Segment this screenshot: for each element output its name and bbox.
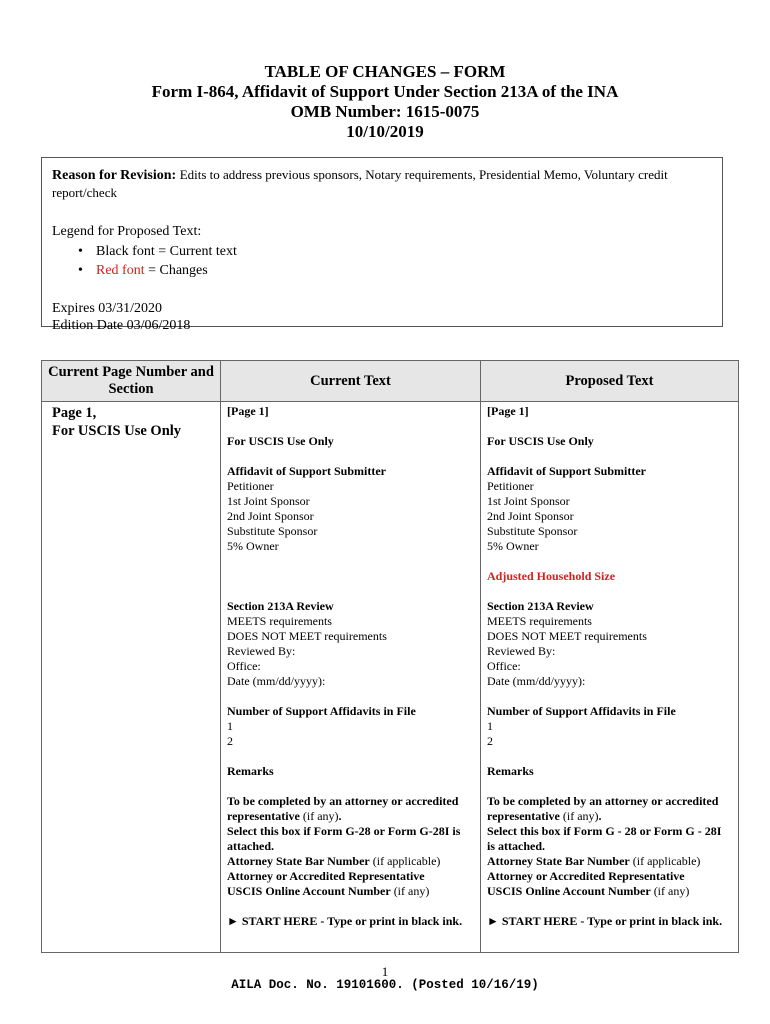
current-start-here: ► START HERE - Type or print in black ink. xyxy=(227,914,463,928)
current-review xyxy=(227,599,474,689)
current-affidavits xyxy=(227,704,474,749)
proposed-household-size: Adjusted Household Size xyxy=(487,569,616,583)
header-current-text: Current Text xyxy=(221,361,481,402)
reason-line xyxy=(52,166,712,202)
list-item: 1st Joint Sponsor xyxy=(487,494,570,508)
proposed-affidavits xyxy=(487,704,732,749)
list-item: 1st Joint Sponsor xyxy=(227,494,310,508)
attorney-line: To be completed by an attorney or accredited representative xyxy=(227,794,459,823)
list-item: DOES NOT MEET requirements xyxy=(487,629,647,643)
reason-box xyxy=(41,157,723,333)
legend-red-word: Red font xyxy=(96,263,145,278)
current-text-cell xyxy=(221,402,481,953)
attorney-line: Attorney or Accredited Representative xyxy=(487,869,685,883)
list-item: 5% Owner xyxy=(487,539,539,553)
list-item: MEETS requirements xyxy=(487,614,592,628)
list-item: 2 xyxy=(487,734,493,748)
title-line-2: Form I-864, Affidavit of Support Under Section 213A of the INA xyxy=(151,82,619,101)
attorney-note: (if any) xyxy=(390,884,430,898)
legend-title: Legend for Proposed Text: xyxy=(52,224,202,239)
attorney-line: USCIS Online Account Number xyxy=(487,884,651,898)
legend-list xyxy=(52,242,712,280)
attorney-note: (if any) xyxy=(559,809,599,823)
list-item: DOES NOT MEET requirements xyxy=(227,629,387,643)
current-affidavits-head: Number of Support Affidavits in File xyxy=(227,704,416,718)
reason-label: Reason for Revision: xyxy=(52,168,177,183)
attorney-line: Select this box if Form G-28 or Form G-28I is attached. xyxy=(227,824,461,853)
list-item: Petitioner xyxy=(487,479,534,493)
legend-red-rest: = Changes xyxy=(144,263,208,278)
list-item: Reviewed By: xyxy=(227,644,296,658)
attorney-note: (if applicable) xyxy=(629,854,701,868)
title-line-3: OMB Number: 1615-0075 xyxy=(290,102,480,121)
current-household-gap xyxy=(227,569,474,584)
header-page-section: Current Page Number and Section xyxy=(42,361,221,402)
changes-table xyxy=(41,360,739,953)
attorney-line: USCIS Online Account Number xyxy=(227,884,391,898)
list-item: Substitute Sponsor xyxy=(227,524,318,538)
current-review-head: Section 213A Review xyxy=(227,599,334,613)
title-line-1: TABLE OF CHANGES – FORM xyxy=(264,62,506,81)
list-item: Date (mm/dd/yyyy): xyxy=(227,674,326,688)
proposed-submitter xyxy=(487,464,732,554)
list-item: 5% Owner xyxy=(227,539,279,553)
attorney-line: Select this box if Form G - 28 or Form G - 28I is attached. xyxy=(487,824,722,853)
current-uscis: For USCIS Use Only xyxy=(227,434,334,448)
list-item: MEETS requirements xyxy=(227,614,332,628)
section-cell xyxy=(42,402,221,953)
proposed-attorney xyxy=(487,794,732,899)
current-remarks: Remarks xyxy=(227,764,274,778)
list-item: Office: xyxy=(227,659,261,673)
list-item: Office: xyxy=(487,659,521,673)
attorney-line: Attorney State Bar Number xyxy=(227,854,370,868)
list-item: Substitute Sponsor xyxy=(487,524,578,538)
attorney-note: (if any) xyxy=(650,884,690,898)
expires-date: Expires 03/31/2020 xyxy=(52,301,163,316)
reason-text: Edits to address previous sponsors, Notary requirements, Presidential Memo, Voluntary credit report/check xyxy=(52,167,668,200)
proposed-affidavits-head: Number of Support Affidavits in File xyxy=(487,704,676,718)
current-page-ref: [Page 1] xyxy=(227,404,269,418)
proposed-submitter-head: Affidavit of Support Submitter xyxy=(487,464,647,478)
attorney-period: . xyxy=(598,809,602,823)
current-submitter-head: Affidavit of Support Submitter xyxy=(227,464,387,478)
list-item: 2 xyxy=(227,734,233,748)
list-item: 1 xyxy=(487,719,493,733)
proposed-review xyxy=(487,599,732,689)
proposed-page-ref: [Page 1] xyxy=(487,404,529,418)
list-item: 2nd Joint Sponsor xyxy=(487,509,574,523)
title-line-4: 10/10/2019 xyxy=(346,122,424,141)
footer-doc-number: AILA Doc. No. 19101600. (Posted 10/16/19) xyxy=(231,978,539,992)
section-name: For USCIS Use Only xyxy=(52,423,182,439)
table-header-row xyxy=(42,361,739,402)
list-item: Petitioner xyxy=(227,479,274,493)
legend-black: • Black font = Current text xyxy=(96,242,712,261)
document-title xyxy=(0,62,770,142)
proposed-text-cell xyxy=(481,402,739,953)
current-submitter xyxy=(227,464,474,554)
list-item: 2nd Joint Sponsor xyxy=(227,509,314,523)
legend-red xyxy=(96,261,712,280)
page-number: 1 xyxy=(381,964,389,979)
attorney-line: Attorney or Accredited Representative xyxy=(227,869,425,883)
proposed-start-here: ► START HERE - Type or print in black ink. xyxy=(487,914,723,928)
section-page: Page 1, xyxy=(52,405,97,421)
attorney-line: Attorney State Bar Number xyxy=(487,854,630,868)
attorney-period: . xyxy=(338,809,342,823)
attorney-note: (if applicable) xyxy=(369,854,441,868)
attorney-line: To be completed by an attorney or accredited representative xyxy=(487,794,719,823)
attorney-note: (if any) xyxy=(299,809,339,823)
list-item: Reviewed By: xyxy=(487,644,556,658)
current-attorney xyxy=(227,794,474,899)
proposed-uscis: For USCIS Use Only xyxy=(487,434,594,448)
table-row xyxy=(42,402,739,953)
list-item: Date (mm/dd/yyyy): xyxy=(487,674,586,688)
edition-date: Edition Date 03/06/2018 xyxy=(52,318,191,333)
proposed-remarks: Remarks xyxy=(487,764,534,778)
list-item: 1 xyxy=(227,719,233,733)
proposed-review-head: Section 213A Review xyxy=(487,599,594,613)
header-proposed-text: Proposed Text xyxy=(481,361,739,402)
